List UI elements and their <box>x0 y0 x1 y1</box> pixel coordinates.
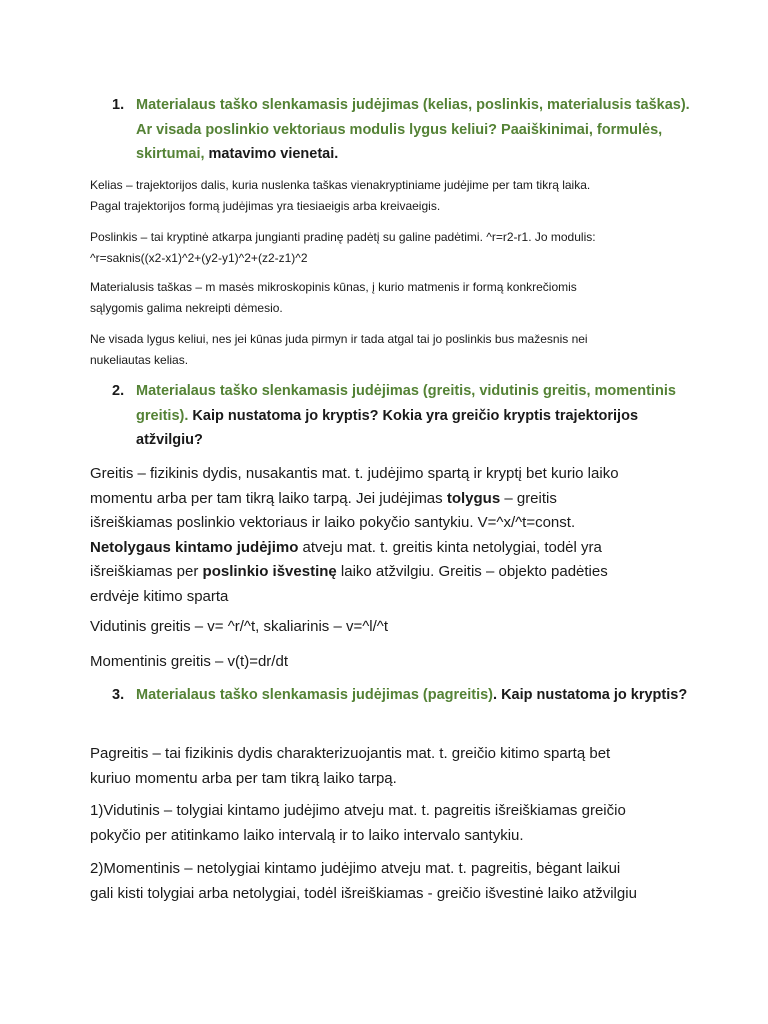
question-number: 1. <box>112 97 125 113</box>
paragraph-kelias <box>90 175 690 216</box>
bold-term: Netolygaus kintamo judėjimo <box>90 538 299 556</box>
paragraph-ne-visada <box>90 329 690 370</box>
paragraph-momentinis-pagreitis <box>90 857 690 906</box>
text-line: kuriuo momentu arba per tam tikrą laiko tarpą. <box>90 769 397 787</box>
text-line: pokyčio per atitinkamo laiko intervalą ir to laiko intervalo santykiu. <box>90 826 524 844</box>
paragraph-greitis <box>90 462 690 609</box>
text-line: gali kisti tolygiai arba netolygiai, todėl išreiškiamas - greičio išvestinė laiko atžvilgiu <box>90 884 637 902</box>
paragraph-poslinkis <box>90 227 690 268</box>
text-line: Greitis – fizikinis dydis, nusakantis mat. t. judėjimo spartą ir kryptį bet kurio laiko <box>90 465 619 482</box>
paragraph-materialusis <box>90 277 690 318</box>
text-line: erdvėje kitimo sparta <box>90 587 229 605</box>
text-line: 1)Vidutinis – tolygiai kintamo judėjimo atveju mat. t. pagreitis išreiškiamas greičio <box>90 802 626 819</box>
text-line: sąlygomis galima nekreipti dėmesio. <box>90 300 283 315</box>
text-run: laiko atžvilgiu. Greitis – objekto padėties <box>336 563 608 580</box>
paragraph-momentinis-greitis: Momentinis greitis – v(t)=dr/dt <box>90 653 288 670</box>
question-ask: . Kaip nustatoma jo kryptis? <box>493 687 688 703</box>
question-2 <box>112 379 696 453</box>
question-ask: matavimo vienetai. <box>204 146 339 162</box>
question-number: 3. <box>112 687 125 703</box>
paragraph-pagreitis <box>90 742 690 791</box>
text-run: momentu arba per tam tikrą laiko tarpą. Jei judėjimas <box>90 489 447 507</box>
text-run: atveju mat. t. greitis kinta netolygiai, todėl yra <box>298 538 602 556</box>
text-line: ^r=saknis((x2-x1)^2+(y2-y1)^2+(z2-z1)^2 <box>90 250 308 265</box>
bold-term: poslinkio išvestinę <box>202 563 337 580</box>
text-line: Ne visada lygus keliui, nes jei kūnas juda pirmyn ir tada atgal tai jo poslinkis bus mažesnis nei <box>90 332 588 346</box>
text-line <box>90 560 690 585</box>
text-line: Pagreitis – tai fizikinis dydis charakterizuojantis mat. t. greičio kitimo spartą bet <box>90 745 611 762</box>
text-line: 2)Momentinis – netolygiai kintamo judėjimo atveju mat. t. pagreitis, bėgant laikui <box>90 860 621 877</box>
text-line <box>90 536 690 561</box>
question-topic: Materialaus taško slenkamasis judėjimas (kelias, poslinkis, materialusis taškas). Ar visada poslinkio vektoriaus modulis lygus keliui? Paaiškinimai, formulės, skirtumai, <box>136 97 690 162</box>
question-ask: Kaip nustatoma jo kryptis? Kokia yra greičio kryptis trajektorijos atžvilgiu? <box>136 407 639 448</box>
question-topic: Materialaus taško slenkamasis judėjimas (greitis, vidutinis greitis, momentinis greitis). <box>136 383 676 424</box>
text-line: Materialusis taškas – m masės mikroskopinis kūnas, į kurio matmenis ir formą konkrečiomis <box>90 280 577 294</box>
question-3 <box>112 683 696 708</box>
question-1 <box>112 93 696 167</box>
text-line: išreiškiamas poslinkio vektoriaus ir laiko pokyčio santykiu. V=^x/^t=const. <box>90 514 576 531</box>
question-topic: Materialaus taško slenkamasis judėjimas (pagreitis) <box>136 687 494 703</box>
text-line: Kelias – trajektorijos dalis, kuria nuslenka taškas vienakryptiniame judėjime per tam tikrą laika. <box>90 178 591 192</box>
bold-term: tolygus <box>446 489 501 507</box>
text-line: Pagal trajektorijos formą judėjimas yra tiesiaeigis arba kreivaeigis. <box>90 198 441 213</box>
text-line <box>90 487 690 512</box>
paragraph-vidutinis-pagreitis <box>90 799 690 848</box>
text-run: išreiškiamas per <box>90 563 203 580</box>
text-line: Poslinkis – tai kryptinė atkarpa jungianti pradinę padėtį su galine padėtimi. ^r=r2-r1. Jo modulis: <box>90 230 596 244</box>
text-run: – greitis <box>500 489 557 507</box>
question-number: 2. <box>112 383 125 399</box>
text-line: nukeliautas kelias. <box>90 352 189 367</box>
paragraph-vidutinis-greitis: Vidutinis greitis – v= ^r/^t, skaliarinis – v=^l/^t <box>90 618 388 635</box>
